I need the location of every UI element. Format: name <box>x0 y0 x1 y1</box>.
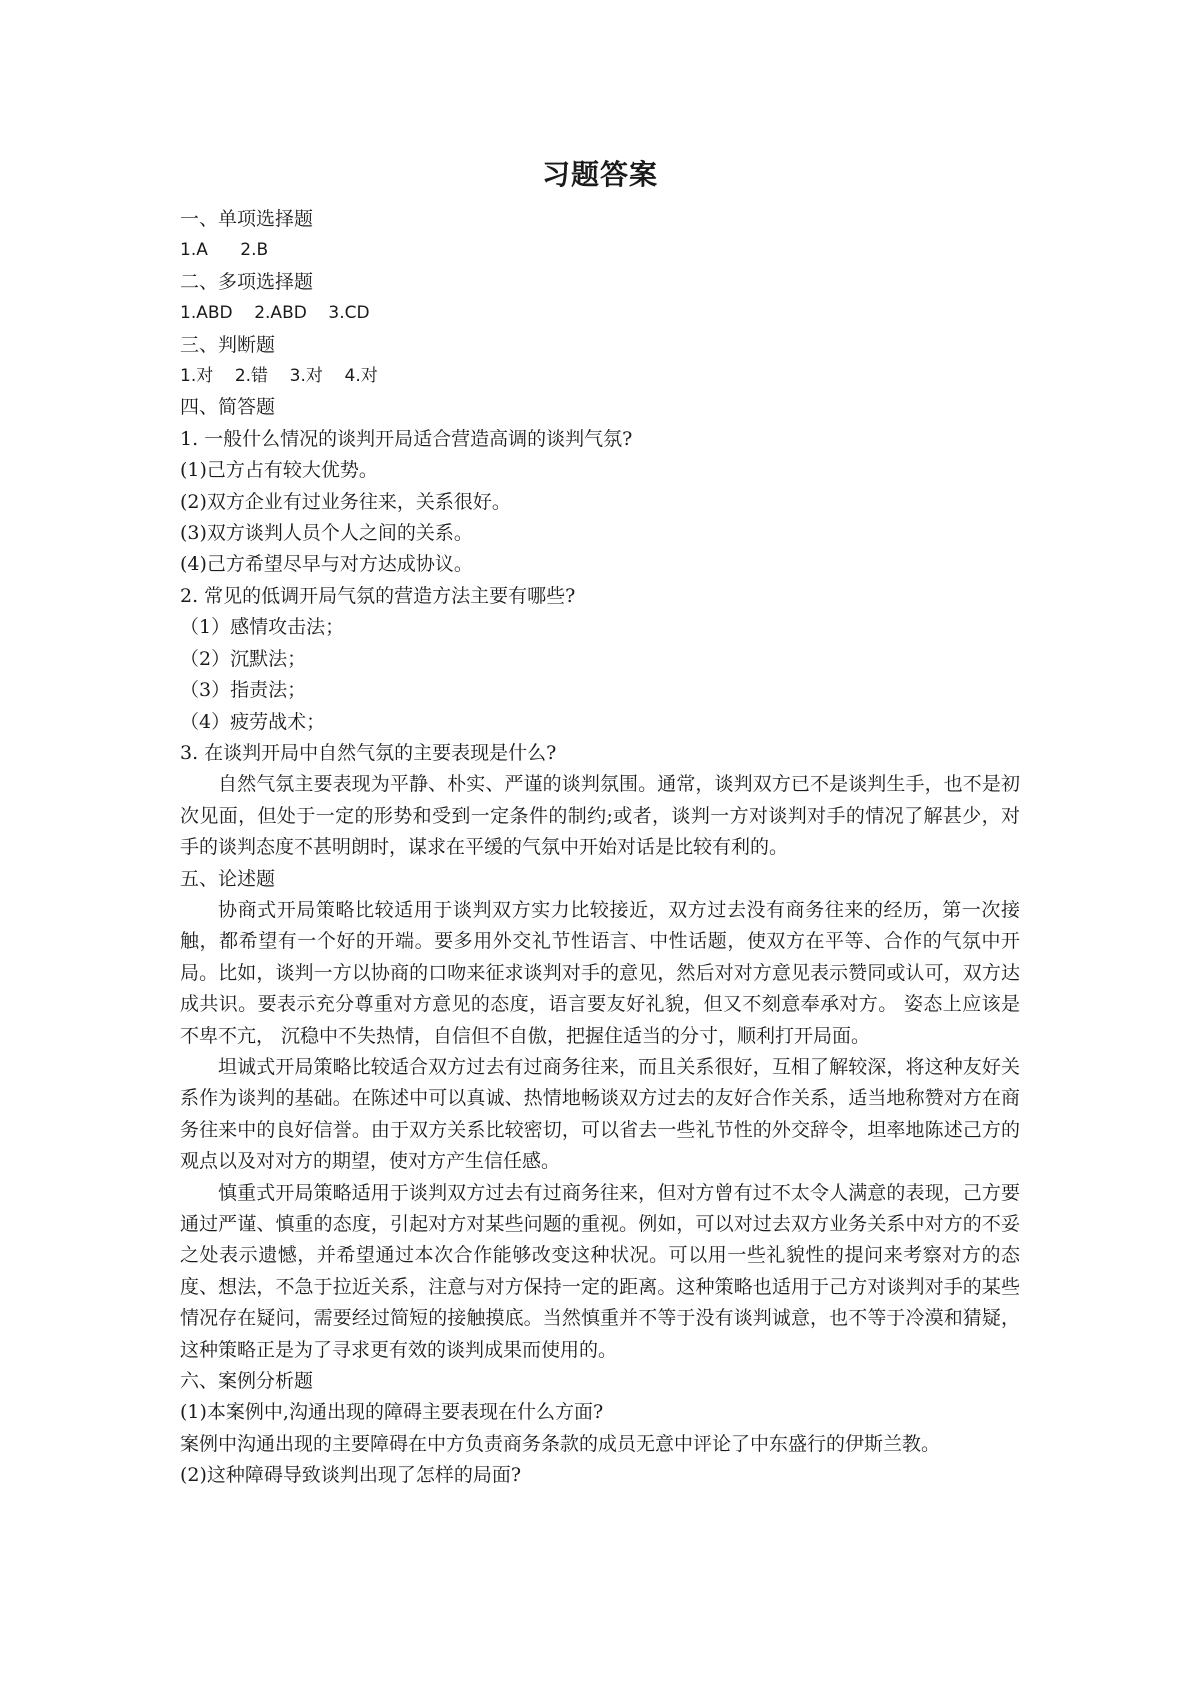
case-answer-1: 案例中沟通出现的主要障碍在中方负责商务条款的成员无意中评论了中东盛行的伊斯兰教。 <box>180 1432 941 1455</box>
list-item: (4)己方希望尽早与对方达成协议。 <box>180 553 473 576</box>
list-item: (3)双方谈判人员个人之间的关系。 <box>180 522 473 545</box>
case-question-2: (2)这种障碍导致谈判出现了怎样的局面? <box>180 1464 522 1487</box>
document-page <box>180 150 1020 1492</box>
short-answer-question-2: 2. 常见的低调开局气氛的营造方法主要有哪些? <box>180 584 576 607</box>
multiple-choice-answers: 1.ABD 2.ABD 3.CD <box>180 303 370 324</box>
case-question-1: (1)本案例中,沟通出现的障碍主要表现在什么方面? <box>180 1401 604 1424</box>
single-choice-answers: 1.A 2.B <box>180 240 269 261</box>
list-item: （1）感情攻击法； <box>180 616 345 639</box>
list-item: (2)双方企业有过业务往来，关系很好。 <box>180 490 511 513</box>
section-heading-short-answer: 四、简答题 <box>180 396 276 419</box>
section-heading-multiple-choice: 二、多项选择题 <box>180 270 314 293</box>
list-item: （2）沉默法； <box>180 647 307 670</box>
short-answer-question-3: 3. 在谈判开局中自然气氛的主要表现是什么? <box>180 741 557 764</box>
true-false-answers: 1.对 2.错 3.对 4.对 <box>180 366 378 387</box>
short-answer-3-paragraph: 自然气氛主要表现为平静、朴实、严谨的谈判氛围。通常，谈判双方已不是谈判生手，也不是初次见面，但处于一定的形势和受到一定条件的制约;或者，谈判一方对谈判对手的情况了解甚少，对手的谈判态度不甚明朗时，谋求在平缓的气氛中开始对话是比较有利的。 <box>180 773 1020 859</box>
page-title: 习题答案 <box>541 158 658 191</box>
short-answer-question-1: 1. 一般什么情况的谈判开局适合营造高调的谈判气氛? <box>180 427 633 450</box>
section-heading-essay: 五、论述题 <box>180 867 276 890</box>
list-item: （4）疲劳战术； <box>180 710 326 733</box>
section-heading-true-false: 三、判断题 <box>180 333 276 356</box>
list-item: (1)己方占有较大优势。 <box>180 459 378 482</box>
essay-paragraph-cautious: 慎重式开局策略适用于谈判双方过去有过商务往来，但对方曾有过不太令人满意的表现，己方要通过严谨、慎重的态度，引起对方对某些问题的重视。例如，可以对过去双方业务关系中对方的不妥之处表示遗憾，并希望通过本次合作能够改变这种状况。可以用一些礼貌性的提问来考察对方的态度、想法，不急于拉近关系，注意与对方保持一定的距离。这种策略也适用于己方对谈判对手的某些情况存在疑问，需要经过简短的接触摸底。当然慎重并不等于没有谈判诚意，也不等于冷漠和猜疑，这种策略正是为了寻求更有效的谈判成果而使用的。 <box>180 1181 1020 1361</box>
section-heading-case-analysis: 六、案例分析题 <box>180 1370 314 1393</box>
section-heading-single-choice: 一、单项选择题 <box>180 208 314 230</box>
essay-paragraph-consultative: 协商式开局策略比较适用于谈判双方实力比较接近，双方过去没有商务往来的经历，第一次接触，都希望有一个好的开端。要多用外交礼节性语言、中性话题，使双方在平等、合作的气氛中开局。比如，谈判一方以协商的口吻来征求谈判对手的意见，然后对对方意见表示赞同或认可，双方达成共识。要表示充分尊重对方意见的态度，语言要友好礼貌，但又不刻意奉承对方。 姿态上应该是不卑不亢， 沉稳中不失热情，自信但不自傲，把握住适当的分寸，顺利打开局面。 <box>180 898 1020 1047</box>
essay-paragraph-candid: 坦诚式开局策略比较适合双方过去有过商务往来，而且关系很好，互相了解较深，将这种友好关系作为谈判的基础。在陈述中可以真诚、热情地畅谈双方过去的友好合作关系，适当地称赞对方在商务往来中的良好信誉。由于双方关系比较密切，可以省去一些礼节性的外交辞令，坦率地陈述己方的观点以及对对方的期望，使对方产生信任感。 <box>180 1055 1020 1173</box>
list-item: （3）指责法； <box>180 679 307 702</box>
